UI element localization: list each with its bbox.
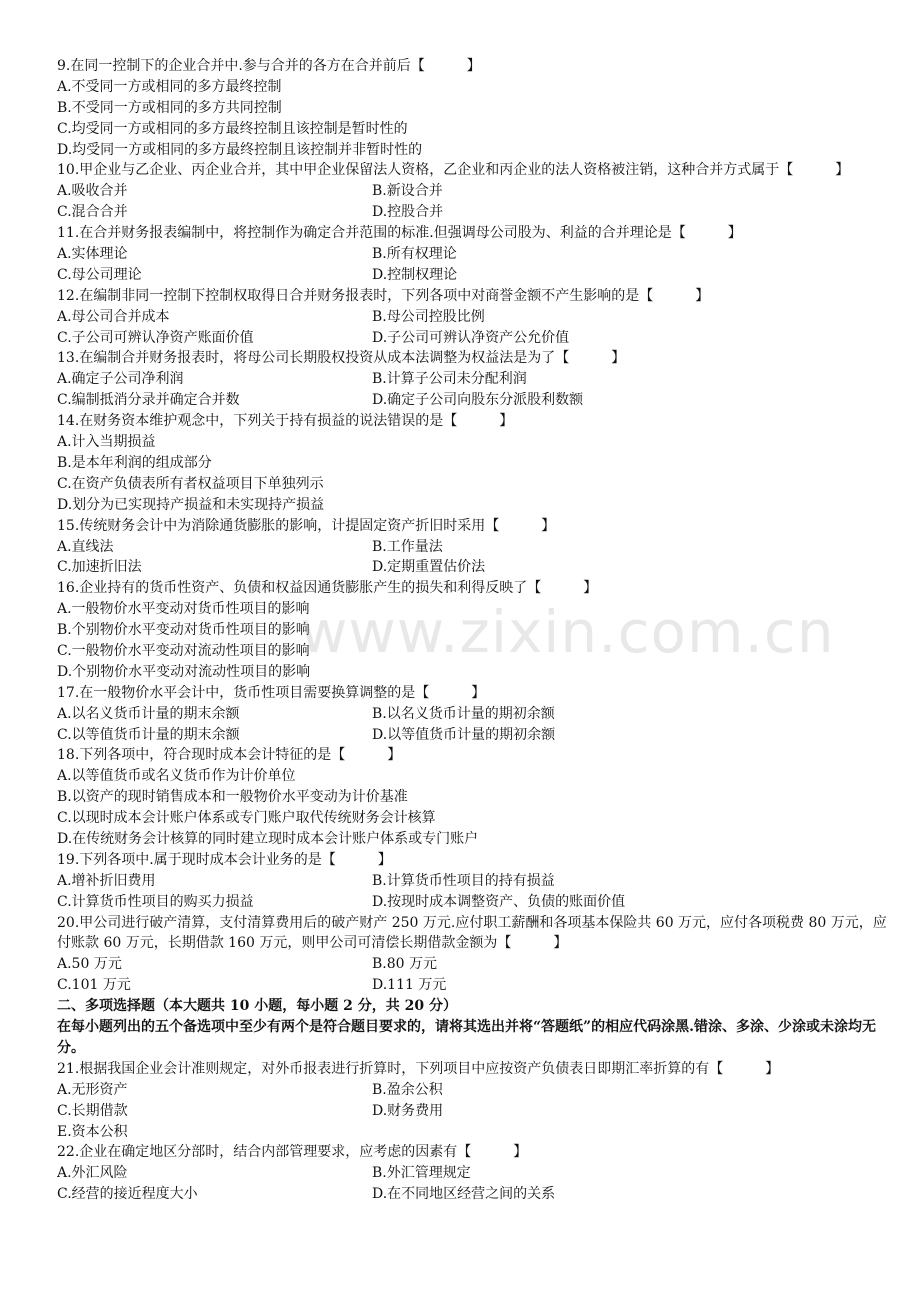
option-text: D.111 万元 [372, 977, 447, 994]
option-text: D.定期重置估价法 [372, 559, 486, 576]
option-row [57, 537, 887, 558]
question-text: 10.甲企业与乙企业、丙企业合并，其中甲企业保留法人资格，乙企业和丙企业的法人资格被注销，这种合并方式属于【 】 [57, 162, 850, 179]
option-row [57, 1080, 887, 1101]
option-text: D.控股合并 [372, 204, 444, 221]
section-heading: 二、多项选择题（本大题共 10 小题，每小题 2 分，共 20 分） [57, 998, 457, 1015]
question-text: 13.在编制合并财务报表时，将母公司长期股权投资从成本法调整为权益法是为了【 】 [57, 350, 626, 367]
option-text: B.个别物价水平变动对货币性项目的影响 [57, 622, 310, 639]
option-text: D.子公司可辨认净资产公允价值 [372, 329, 570, 346]
option-text: C.以等值货币计量的期末余额 [57, 726, 240, 743]
option-text: E.资本公积 [57, 1123, 128, 1140]
option-text: A.母公司合并成本 [57, 308, 170, 325]
option-text: D.在传统财务会计核算的同时建立现时成本会计账户体系或专门账户 [57, 830, 479, 847]
option-text: B.以资产的现时销售成本和一般物价水平变动为计价基准 [57, 789, 408, 806]
option-row [57, 1184, 887, 1205]
option-text: D.划分为已实现持产损益和未实现持产损益 [57, 496, 325, 513]
option-text: B.外汇管理规定 [372, 1165, 471, 1182]
option-row [57, 307, 887, 328]
option-row [57, 725, 887, 746]
option-text: B.不受同一方或相同的多方共同控制 [57, 99, 282, 116]
option-text: D.确定子公司向股东分派股利数额 [372, 392, 584, 409]
option-row [57, 1163, 887, 1184]
option-text: C.一般物价水平变动对流动性项目的影响 [57, 642, 310, 659]
question-text: 18.下列各项中，符合现时成本会计特征的是【 】 [57, 747, 402, 764]
question-text: 11.在合并财务报表编制中，将控制作为确定合并范围的标准.但强调母公司股为、利益的合并理论是【 】 [57, 225, 742, 242]
question-text: 15.传统财务会计中为消除通货膨胀的影响，计提固定资产折旧时采用【 】 [57, 517, 556, 534]
question-text: 21.根据我国企业会计准则规定，对外币报表进行折算时，下列项目中应按资产负债表日即期汇率折算的有【 】 [57, 1060, 780, 1077]
option-row [57, 181, 887, 202]
option-text: D.财务费用 [372, 1102, 444, 1119]
option-text: A.吸收合并 [57, 183, 128, 200]
option-row [57, 390, 887, 411]
option-text: B.工作量法 [372, 538, 443, 555]
option-row [57, 369, 887, 390]
option-row [57, 244, 887, 265]
option-text: D.个别物价水平变动对流动性项目的影响 [57, 663, 311, 680]
question-text: 16.企业持有的货币性资产、负债和权益因通货膨胀产生的损失和利得反映了【 】 [57, 580, 598, 597]
question-text: 12.在编制非同一控制下控制权取得日合并财务报表时，下列各项中对商誉金额不产生影响的是【 】 [57, 287, 710, 304]
option-text: C.混合合并 [57, 204, 128, 221]
option-text: B.母公司控股比例 [372, 308, 485, 325]
option-text: A.不受同一方或相同的多方最终控制 [57, 78, 282, 95]
option-row [57, 892, 887, 913]
option-text: A.增补折旧费用 [57, 872, 156, 889]
option-text: A.确定子公司净利润 [57, 371, 184, 388]
option-text: C.计算货币性项目的购买力损益 [57, 893, 254, 910]
option-text: A.以名义货币计量的期末余额 [57, 705, 240, 722]
option-text: A.50 万元 [57, 956, 122, 973]
option-row [57, 1101, 887, 1122]
question-text: 9.在同一控制下的企业合并中.参与合并的各方在合并前后【 】 [57, 58, 481, 74]
watermark: www.zixin.com.cn [300, 598, 835, 666]
option-text: C.母公司理论 [57, 266, 142, 283]
option-row [57, 871, 887, 892]
option-text: D.控制权理论 [372, 266, 458, 283]
option-row [57, 202, 887, 223]
option-text: B.计算货币性项目的持有损益 [372, 872, 555, 889]
exam-content [57, 56, 887, 1205]
option-text: C.均受同一方或相同的多方最终控制且该控制是暂时性的 [57, 120, 408, 137]
question-text: 17.在一般物价水平会计中，货币性项目需要换算调整的是【 】 [57, 684, 486, 701]
option-text: C.子公司可辨认净资产账面价值 [57, 329, 254, 346]
option-text: C.101 万元 [57, 977, 131, 994]
option-text: C.经营的接近程度大小 [57, 1186, 198, 1203]
option-text: B.以名义货币计量的期初余额 [372, 705, 555, 722]
option-text: B.80 万元 [372, 956, 438, 973]
option-row [57, 328, 887, 349]
option-text: B.所有权理论 [372, 246, 457, 263]
option-row [57, 954, 887, 975]
option-text: D.均受同一方或相同的多方最终控制且该控制并非暂时性的 [57, 141, 423, 158]
option-text: C.以现时成本会计账户体系或专门账户取代传统财务会计核算 [57, 810, 436, 827]
option-text: C.在资产负债表所有者权益项目下单独列示 [57, 475, 324, 492]
option-text: B.是本年利润的组成部分 [57, 454, 212, 471]
option-text: D.按现时成本调整资产、负债的账面价值 [372, 893, 626, 910]
option-text: C.长期借款 [57, 1102, 128, 1119]
question-text: 14.在财务资本维护观念中，下列关于持有损益的说法错误的是【 】 [57, 413, 514, 430]
option-text: A.一般物价水平变动对货币性项目的影响 [57, 601, 310, 618]
option-row [57, 704, 887, 725]
option-text: A.外汇风险 [57, 1165, 128, 1182]
option-text: C.加速折旧法 [57, 559, 142, 576]
option-text: A.计入当期损益 [57, 434, 156, 451]
option-text: A.以等值货币或名义货币作为计价单位 [57, 768, 296, 785]
option-text: A.无形资产 [57, 1081, 128, 1098]
section-heading: 在每小题列出的五个备选项中至少有两个是符合题目要求的，请将其选出并将“答题纸”的相应代码涂黑.错涂、多涂、少涂或未涂均无分。 [57, 1019, 876, 1056]
question-text: 20.甲公司进行破产清算，支付清算费用后的破产财产 250 万元.应付职工薪酬和各项基本保险共 60 万元，应付各项税费 80 万元，应付账款 60 万元，长期借款 160 万元，则甲公司可清偿长期借款金额为【 】 [57, 914, 887, 952]
option-text: B.计算子公司未分配利润 [372, 371, 527, 388]
question-text: 22.企业在确定地区分部时，结合内部管理要求，应考虑的因素有【 】 [57, 1144, 528, 1161]
option-row [57, 975, 887, 996]
option-row [57, 265, 887, 286]
option-row [57, 557, 887, 578]
question-text: 19.下列各项中.属于现时成本会计业务的是【 】 [57, 851, 392, 868]
option-text: D.以等值货币计量的期初余额 [372, 726, 556, 743]
option-text: A.实体理论 [57, 246, 128, 263]
option-text: D.在不同地区经营之间的关系 [372, 1186, 556, 1203]
option-text: A.直线法 [57, 538, 114, 555]
option-text: B.盈余公积 [372, 1081, 443, 1098]
option-text: B.新设合并 [372, 183, 443, 200]
option-text: C.编制抵消分录并确定合并数 [57, 392, 240, 409]
